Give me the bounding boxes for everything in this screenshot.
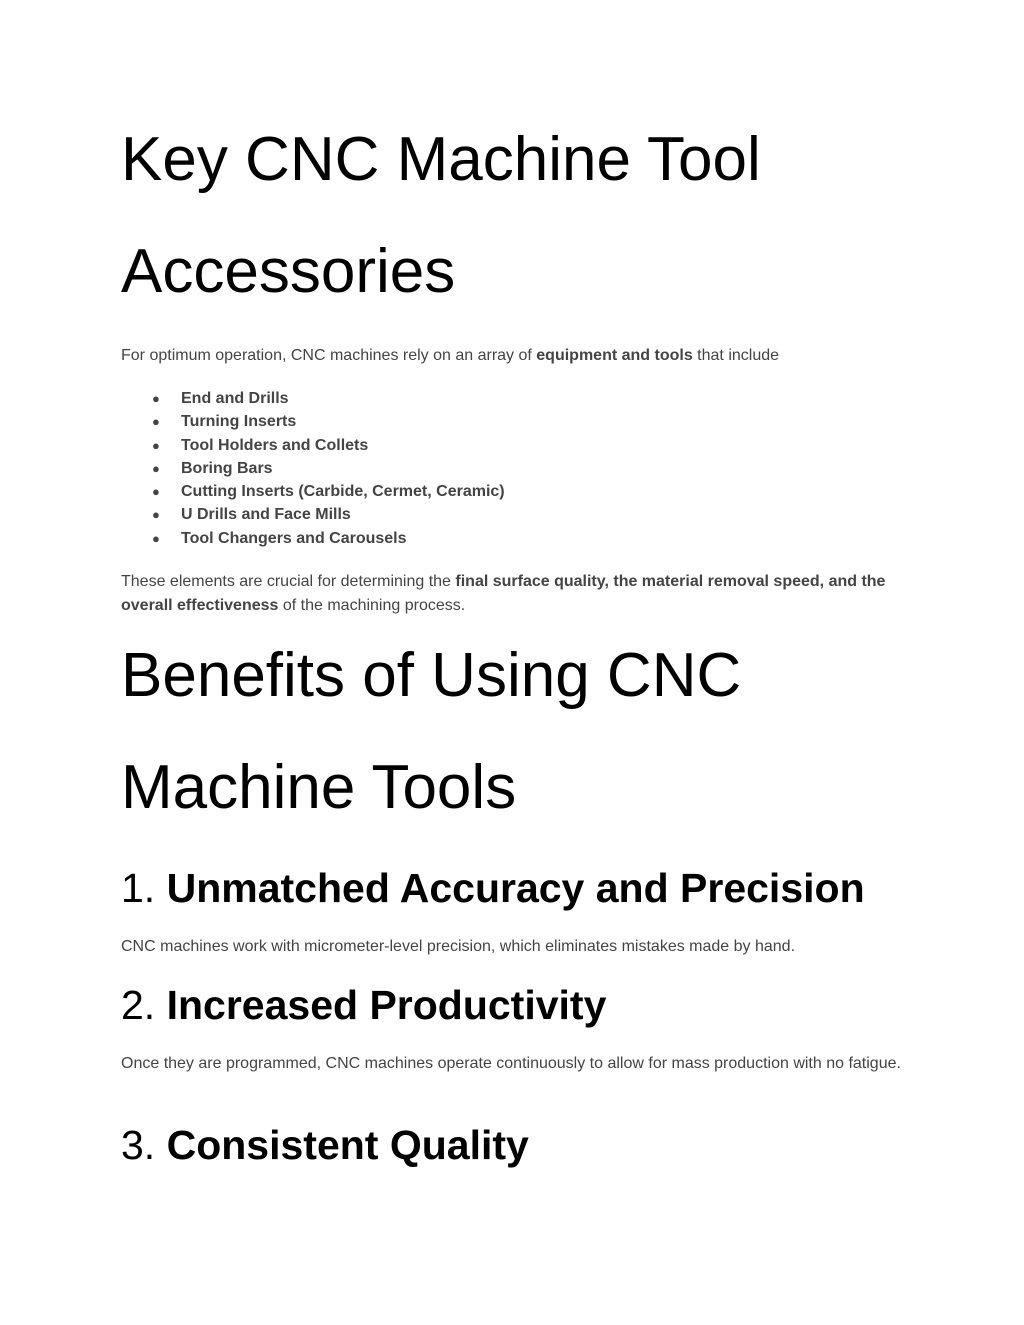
benefits-heading-line2: Machine Tools bbox=[121, 753, 517, 822]
intro-text-start: For optimum operation, CNC machines rely on an array of bbox=[121, 347, 537, 364]
bullet-icon: ● bbox=[152, 460, 160, 476]
list-item-label: Tool Holders and Collets bbox=[181, 436, 369, 454]
benefit-heading bbox=[121, 1119, 529, 1171]
bullet-icon: ● bbox=[152, 414, 160, 430]
bullet-icon: ● bbox=[152, 391, 160, 406]
benefit-number: 2. bbox=[121, 982, 156, 1028]
list-item bbox=[121, 503, 505, 526]
bullet-icon: ● bbox=[152, 437, 160, 453]
accessories-bullet-list bbox=[121, 387, 505, 550]
accessories-heading-line1: Key CNC Machine Tool bbox=[121, 125, 761, 194]
list-item bbox=[121, 410, 505, 433]
bullet-icon: ● bbox=[152, 484, 160, 500]
benefit-title: Increased Productivity bbox=[166, 982, 607, 1028]
list-item bbox=[121, 434, 505, 457]
accessories-intro-paragraph bbox=[121, 344, 901, 368]
summary-text-start: These elements are crucial for determining the bbox=[121, 573, 456, 590]
bullet-icon: ● bbox=[152, 530, 160, 546]
intro-text-bold: equipment and tools bbox=[536, 347, 693, 364]
list-item-label: U Drills and Face Mills bbox=[181, 506, 351, 524]
benefit-title: Unmatched Accuracy and Precision bbox=[166, 865, 865, 911]
benefit-heading bbox=[121, 862, 865, 914]
benefits-heading-line1: Benefits of Using CNC bbox=[121, 641, 742, 710]
list-item-label: End and Drills bbox=[181, 390, 289, 407]
list-item bbox=[121, 480, 505, 503]
accessories-summary-paragraph bbox=[121, 570, 901, 617]
benefit-description: Once they are programmed, CNC machines operate continuously to allow for mass production with no fatigue. bbox=[121, 1055, 901, 1072]
list-item-label: Turning Inserts bbox=[181, 413, 297, 431]
list-item bbox=[121, 527, 505, 550]
benefit-number: 3. bbox=[121, 1122, 156, 1168]
benefit-number: 1. bbox=[121, 865, 156, 911]
summary-text-bold: final surface quality, the material removal speed, and the overall effectiveness bbox=[121, 573, 886, 614]
list-item-label: Tool Changers and Carousels bbox=[181, 529, 407, 547]
intro-text-end: that include bbox=[692, 347, 780, 364]
bullet-icon: ● bbox=[152, 507, 160, 523]
list-item bbox=[121, 457, 505, 480]
benefit-heading bbox=[121, 979, 606, 1031]
list-item bbox=[121, 387, 505, 410]
list-item-label: Cutting Inserts (Carbide, Cermet, Ceramic) bbox=[181, 483, 505, 501]
benefit-title: Consistent Quality bbox=[166, 1122, 529, 1168]
accessories-heading-line2: Accessories bbox=[121, 237, 456, 306]
benefit-description: CNC machines work with micrometer-level precision, which eliminates mistakes made by hand. bbox=[121, 938, 796, 955]
list-item-label: Boring Bars bbox=[181, 459, 273, 477]
summary-text-end: of the machining process. bbox=[278, 596, 466, 614]
